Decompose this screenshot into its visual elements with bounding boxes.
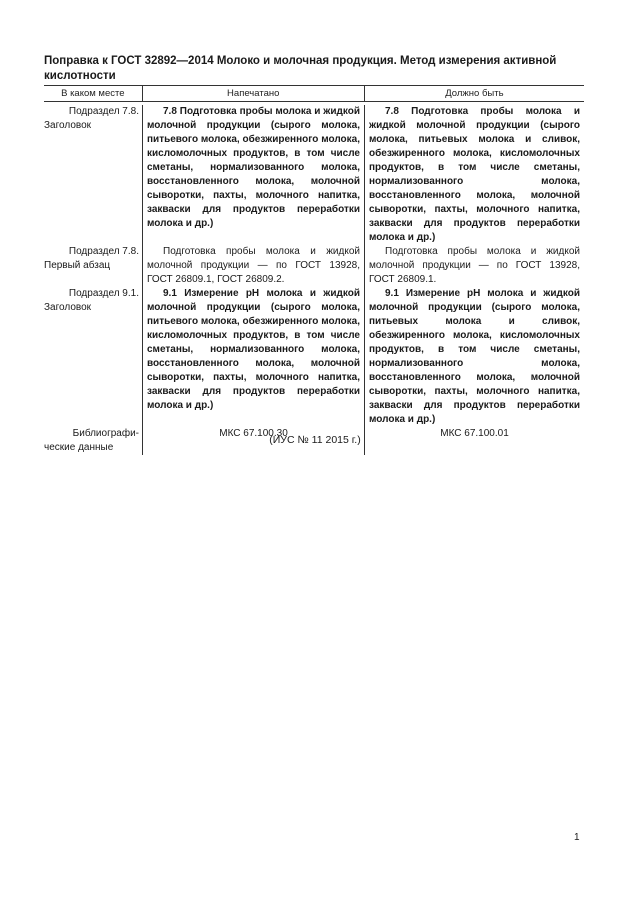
table-row [44,245,584,287]
location-line2: ческие данные [44,442,114,453]
table-row [44,102,584,245]
location-line2: Заголовок [44,302,92,313]
should-be-text: 7.8 Подготовка пробы молока и жидкой молочной продукции (сырого молока, питьевых молока и сливок, обезжиренного молока, кисломолочных продуктов, в том числе сметаны, нормализованного молока, восстановленного молока, молочной сыворотки, пахты, молочного напитка, закваски для продуктов переработки молока и др.) [364,105,584,245]
should-be-text: Подготовка пробы молока и жидкой молочной продукции — по ГОСТ 13928, ГОСТ 26809.1. [364,245,584,287]
printed-text: МКС 67.100.30 [142,427,364,455]
header-should-be: Должно быть [364,86,584,101]
correction-table [44,85,584,455]
location-line2: Первый абзац [44,260,111,271]
table-row [44,287,584,427]
location-line1: Подраздел 7.8. [68,246,139,257]
location-line1: Подраздел 7.8. [68,106,139,117]
page-number: 1 [574,832,580,843]
location-line1: Подраздел 9.1. [68,288,139,299]
row-location [44,287,142,427]
printed-text: 7.8 Подготовка пробы молока и жидкой молочной продукции (сырого молока, питьевого молока, обезжиренного молока, кисломолочных продуктов, в том числе сметаны, нормализованного молока, восстановленного молока, молочной сыворотки, пахты, молочного напитка, закваски для продуктов переработки молока и др.) [142,105,364,245]
location-line1: Библиографи- [72,428,139,439]
location-line2: Заголовок [44,120,92,131]
source-reference: (ИУС № 11 2015 г.) [269,434,361,446]
should-be-text: МКС 67.100.01 [364,427,584,455]
row-location [44,105,142,245]
header-printed: Напечатано [142,86,364,101]
printed-text: 9.1 Измерение pH молока и жидкой молочной продукции (сырого молока, питьевого молока, обезжиренного молока, кисломолочных продуктов, в том числе сметаны, нормализованного молока, восстановленного молока, молочной сыворотки, пахты, молочного напитка, закваски для продуктов переработки молока и др.) [142,287,364,427]
table-header [44,86,584,102]
printed-text: Подготовка пробы молока и жидкой молочной продукции — по ГОСТ 13928, ГОСТ 26809.1, ГОСТ 26809.2. [142,245,364,287]
document-heading: Поправка к ГОСТ 32892—2014 Молоко и молочная продукция. Метод измерения активной кислотности [44,55,557,82]
header-where: В каком месте [61,88,125,99]
should-be-text: 9.1 Измерение pH молока и жидкой молочной продукции (сырого молока, питьевых молока и сливок, обезжиренного молока, кисломолочных продуктов, в том числе сметаны, нормализованного молока, восстановленного молока, молочной сыворотки, пахты, молочного напитка, закваски для продуктов переработки молока и др.) [364,287,584,427]
row-location [44,245,142,287]
